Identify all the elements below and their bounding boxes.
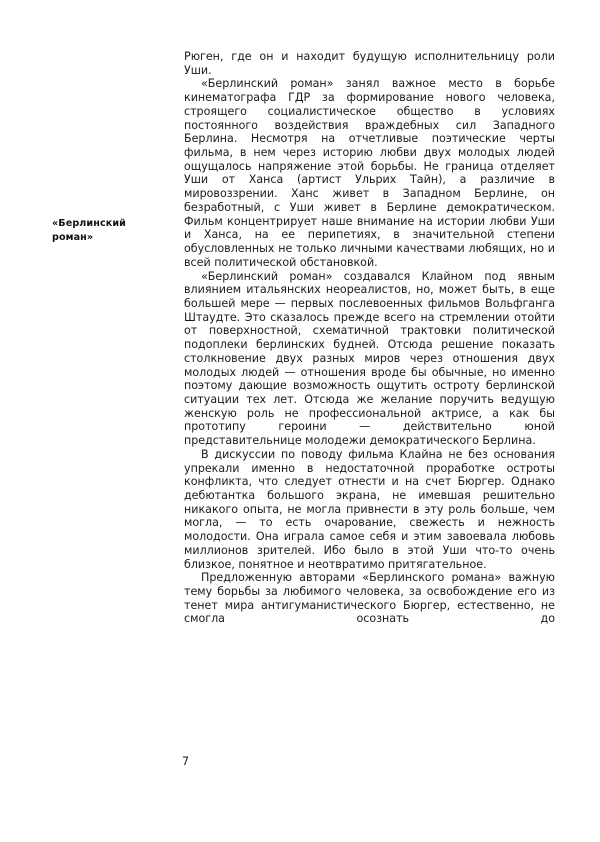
body-text-column: [184, 50, 555, 640]
paragraph: Предложенную авторами «Берлинского романа» важную тему борьбы за любимого человека, за освобождение его из тенет мира антигуманистического Бюргер, естественно, не смогла осознать до: [184, 571, 555, 626]
paragraph: В дискуссии по поводу фильма Клайна не без основания упрекали именно в недостаточной проработке остроты конфликта, что следует отнести и на счет Бюргер. Однако дебютантка большого экрана, не имевшая решительно никакого опыта, не могла привнести в эту роль больше, чем могла, — то есть очарование, свежесть и нежность молодости. Она играла самое себя и этим завоевала любовь миллионов зрителей. Ибо было в этой Уши что-то очень близкое, понятное и неотвратимо притягательное.: [184, 447, 555, 571]
margin-note-berlinskiy-roman: «Берлинский роман»: [52, 218, 127, 243]
page-number: 7: [182, 755, 190, 768]
paragraph: «Берлинский роман» занял важное место в борьбе кинематографа ГДР за формирование нового человека, строящего социалистическое общество в условиях постоянного воздействия враждебных сил Западного Берлина. Несмотря на отчетливые поэтические черты фильма, в нем через историю любви двух молодых людей ощущалось напряжение этой борьбы. Не граница отделяет Уши от Ханса (артист Ульрих Тайн), а различие в мировоззрении. Ханс живет в Западном Берлине, он безработный, с Уши живет в Берлине демократическом. Фильм концентрирует наше внимание на истории любви Уши и Ханса, на ее перипетиях, в значительной степени обусловленных не только личными качествами любящих, но и всей политической обстановкой.: [184, 77, 555, 269]
paragraph: Рюген, где он и находит будущую исполнительницу роли Уши.: [184, 50, 555, 77]
paragraph: «Берлинский роман» создавался Клайном под явным влиянием итальянских неореалистов, но, может быть, в еще большей мере — первых послевоенных фильмов Вольфганга Штаудте. Это сказалось прежде всего на стремлении отойти от поверхностной, схематичной трактовки политической подоплеки берлинских будней. Отсюда решение показать столкновение двух разных миров через отношения двух молодых людей — отношения вроде бы обычные, но именно поэтому дающие возможность ощутить остроту берлинской ситуации тех лет. Отсюда же желание поручить ведущую женскую роль не профессиональной актрисе, а как бы прототипу героини — действительно юной представительнице молодежи демократического Берлина.: [184, 269, 555, 448]
